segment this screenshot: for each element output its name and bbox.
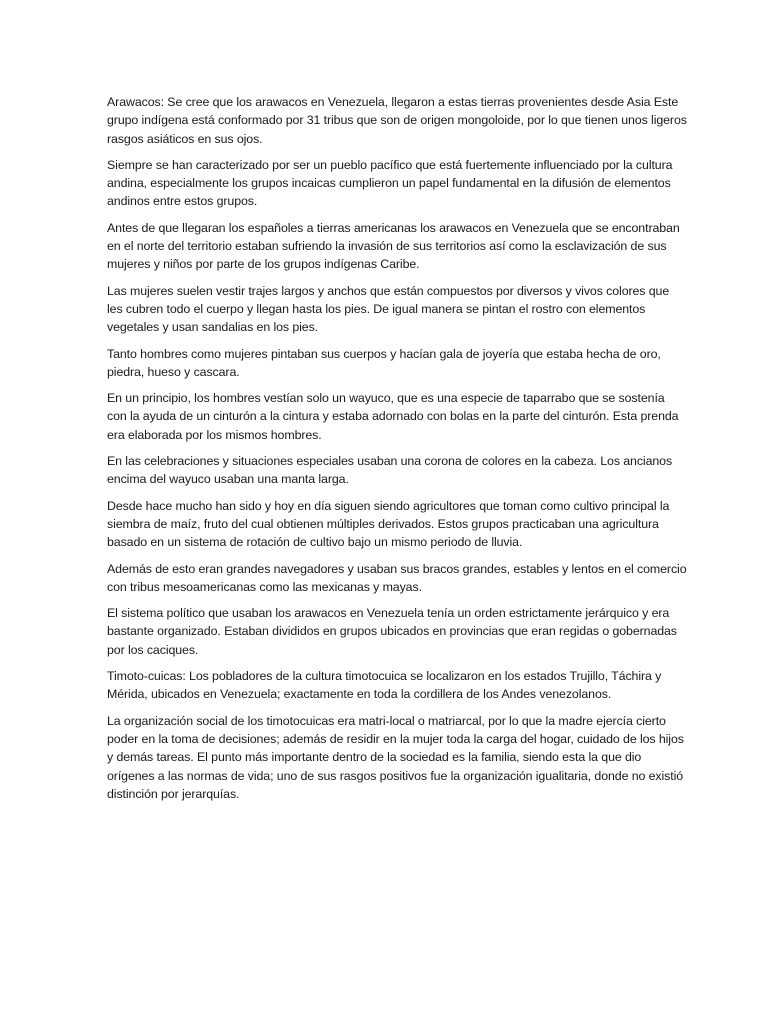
paragraph-llegada-espanoles: Antes de que llegaran los españoles a tierras americanas los arawacos en Venezuela que se encontraban en el norte del territorio estaban sufriendo la invasión de sus territorios así como la esclavización de sus mujeres y niños por parte de los grupos indígenas Caribe. [107, 220, 680, 272]
paragraph-navegadores: Además de esto eran grandes navegadores y usaban sus bracos grandes, estables y lentos en el comercio con tribus mesoamericanas como las mexicanas y mayas. [107, 561, 687, 594]
paragraph-organizacion-social: La organización social de los timotocuicas era matri-local o matriarcal, por lo que la madre ejercía cierto poder en la toma de decisiones; además de residir en la mujer toda la carga del hogar, cuidado de los hijos y demás tareas. El punto más importante dentro de la sociedad es la familia, siendo esta la que dio orígenes a las normas de vida; uno de sus rasgos positivos fue la organización igualitaria, donde no existió distinción por jerarquías. [107, 713, 684, 801]
paragraph-wayuco: En un principio, los hombres vestían solo un wayuco, que es una especie de taparrabo que se sostenía con la ayuda de un cinturón a la cintura y estaba adornado con bolas en la parte del cinturón. Esta prenda era elaborada por los mismos hombres. [107, 391, 679, 442]
paragraph-celebraciones: En las celebraciones y situaciones especiales usaban una corona de colores en la cabeza. Los ancianos encima del wayuco usaban una manta larga. [107, 454, 673, 487]
paragraph-pueblo-pacifico: Siempre se han caracterizado por ser un pueblo pacífico que está fuertemente influenciado por la cultura andina, especialmente los grupos incaicas cumplieron un papel fundamental en la difusión de elementos andinos entre estos grupos. [107, 157, 673, 209]
paragraph-arawacos-intro: Arawacos: Se cree que los arawacos en Venezuela, llegaron a estas tierras provenientes desde Asia Este grupo indígena está conformado por 31 tribus que son de origen mongoloide, por lo que tienen unos ligeros rasgos asiáticos en sus ojos. [107, 95, 687, 146]
paragraph-agricultura: Desde hace mucho han sido y hoy en día siguen siendo agricultores que toman como cultivo principal la siembra de maíz, fruto del cual obtienen múltiples derivados. Estos grupos practicaban una agricultura basado en un sistema de rotación de cultivo bajo un mismo periodo de lluvia. [107, 498, 670, 550]
paragraph-timoto-cuicas: Timoto-cuicas: Los pobladores de la cultura timotocuica se localizaron en los estados Trujillo, Táchira y Mérida, ubicados en Venezuela; exactamente en toda la cordillera de los Andes venezolanos. [107, 669, 662, 702]
paragraph-vestimenta-mujeres: Las mujeres suelen vestir trajes largos y anchos que están compuestos por diversos y vivos colores que les cubren todo el cuerpo y llegan hasta los pies. De igual manera se pintan el rostro con elementos vegetales y usan sandalias en los pies. [107, 283, 670, 335]
paragraph-joyeria: Tanto hombres como mujeres pintaban sus cuerpos y hacían gala de joyería que estaba hecha de oro, piedra, hueso y cascara. [107, 346, 661, 379]
document-page [107, 93, 687, 811]
paragraph-sistema-politico: El sistema político que usaban los arawacos en Venezuela tenía un orden estrictamente jerárquico y era bastante organizado. Estaban divididos en grupos ubicados en provincias que eran regidas o gobernadas por los caciques. [107, 606, 677, 657]
